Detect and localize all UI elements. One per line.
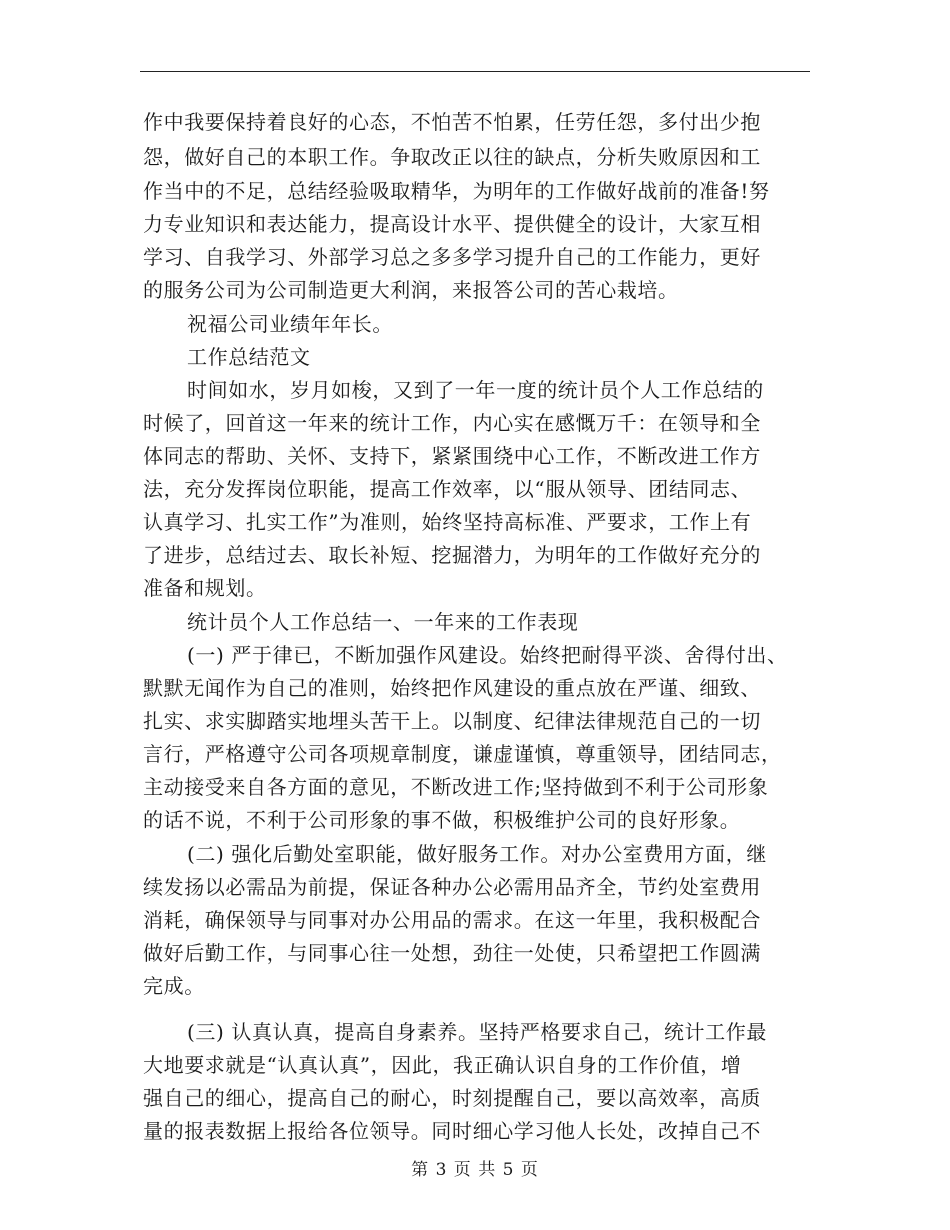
- body-line: 作中我要保持着良好的心态，不怕苦不怕累，任劳任怨，多付出少抱: [143, 110, 761, 134]
- body-line: 续发扬以必需品为前提，保证各种办公必需用品齐全，节约处室费用: [143, 875, 761, 899]
- body-line: 准备和规划。: [143, 576, 267, 600]
- body-line: 扎实、求实脚踏实地埋头苦干上。以制度、纪律法律规范自己的一切: [143, 709, 761, 733]
- body-line: 了进步，总结过去、取长补短、挖掘潜力，为明年的工作做好充分的: [143, 543, 761, 567]
- body-line: 怨，做好自己的本职工作。争取改正以往的缺点，分析失败原因和工: [143, 145, 761, 169]
- body-line: 力专业知识和表达能力，提高设计水平、提供健全的设计，大家互相: [143, 212, 761, 236]
- body-line: 认真学习、扎实工作”为准则，始终坚持高标准、严要求，工作上有: [143, 510, 752, 534]
- body-line: (一) 严于律已，不断加强作风建设。始终把耐得平淡、舍得付出、: [187, 643, 788, 667]
- body-line: 统计员个人工作总结一、一年来的工作表现: [187, 610, 579, 634]
- body-line: 言行，严格遵守公司各项规章制度，谦虚谨慎，尊重领导，团结同志，: [143, 742, 782, 766]
- body-line: 量的报表数据上报给各位领导。同时细心学习他人长处，改掉自己不: [143, 1119, 761, 1143]
- body-line: 时候了，回首这一年来的统计工作，内心实在感慨万千：在领导和全: [143, 411, 761, 435]
- body-line: 作当中的不足，总结经验吸取精华，为明年的工作做好战前的准备!努: [143, 179, 770, 203]
- body-line: 大地要求就是“认真认真”，因此，我正确认识自身的工作价值，增: [143, 1053, 742, 1077]
- body-line: 完成。: [143, 974, 205, 998]
- body-line: 的话不说，不利于公司形象的事不做，积极维护公司的良好形象。: [143, 808, 741, 832]
- body-line: 时间如水，岁月如梭，又到了一年一度的统计员个人工作总结的: [187, 378, 764, 402]
- body-line: 消耗，确保领导与同事对办公用品的需求。在这一年里，我积极配合: [143, 908, 761, 932]
- body-line: 默默无闻作为自己的准则，始终把作风建设的重点放在严谨、细致、: [143, 676, 761, 700]
- page-number: 第 3 页 共 5 页: [411, 1160, 539, 1180]
- body-line: 学习、自我学习、外部学习总之多多学习提升自己的工作能力，更好: [143, 245, 761, 269]
- body-line: 的服务公司为公司制造更大利润，来报答公司的苦心栽培。: [143, 278, 679, 302]
- body-line: 做好后勤工作，与同事心往一处想，劲往一处使，只希望把工作圆满: [143, 941, 761, 965]
- body-line: 主动接受来自各方面的意见，不断改进工作;坚持做到不利于公司形象: [143, 775, 769, 799]
- body-line: (三) 认真认真，提高自身素养。坚持严格要求自己，统计工作最: [187, 1020, 767, 1044]
- body-line: 祝福公司业绩年年长。: [187, 312, 393, 336]
- body-line: 工作总结范文: [187, 345, 311, 369]
- body-line: 体同志的帮助、关怀、支持下，紧紧围绕中心工作，不断改进工作方: [143, 444, 761, 468]
- header-rule: [140, 71, 810, 72]
- body-line: 法，充分发挥岗位职能，提高工作效率，以“服从领导、团结同志、: [143, 477, 752, 501]
- body-line: 强自己的细心，提高自己的耐心，时刻提醒自己，要以高效率，高质: [143, 1086, 761, 1110]
- body-line: (二) 强化后勤处室职能，做好服务工作。对办公室费用方面，继: [187, 842, 767, 866]
